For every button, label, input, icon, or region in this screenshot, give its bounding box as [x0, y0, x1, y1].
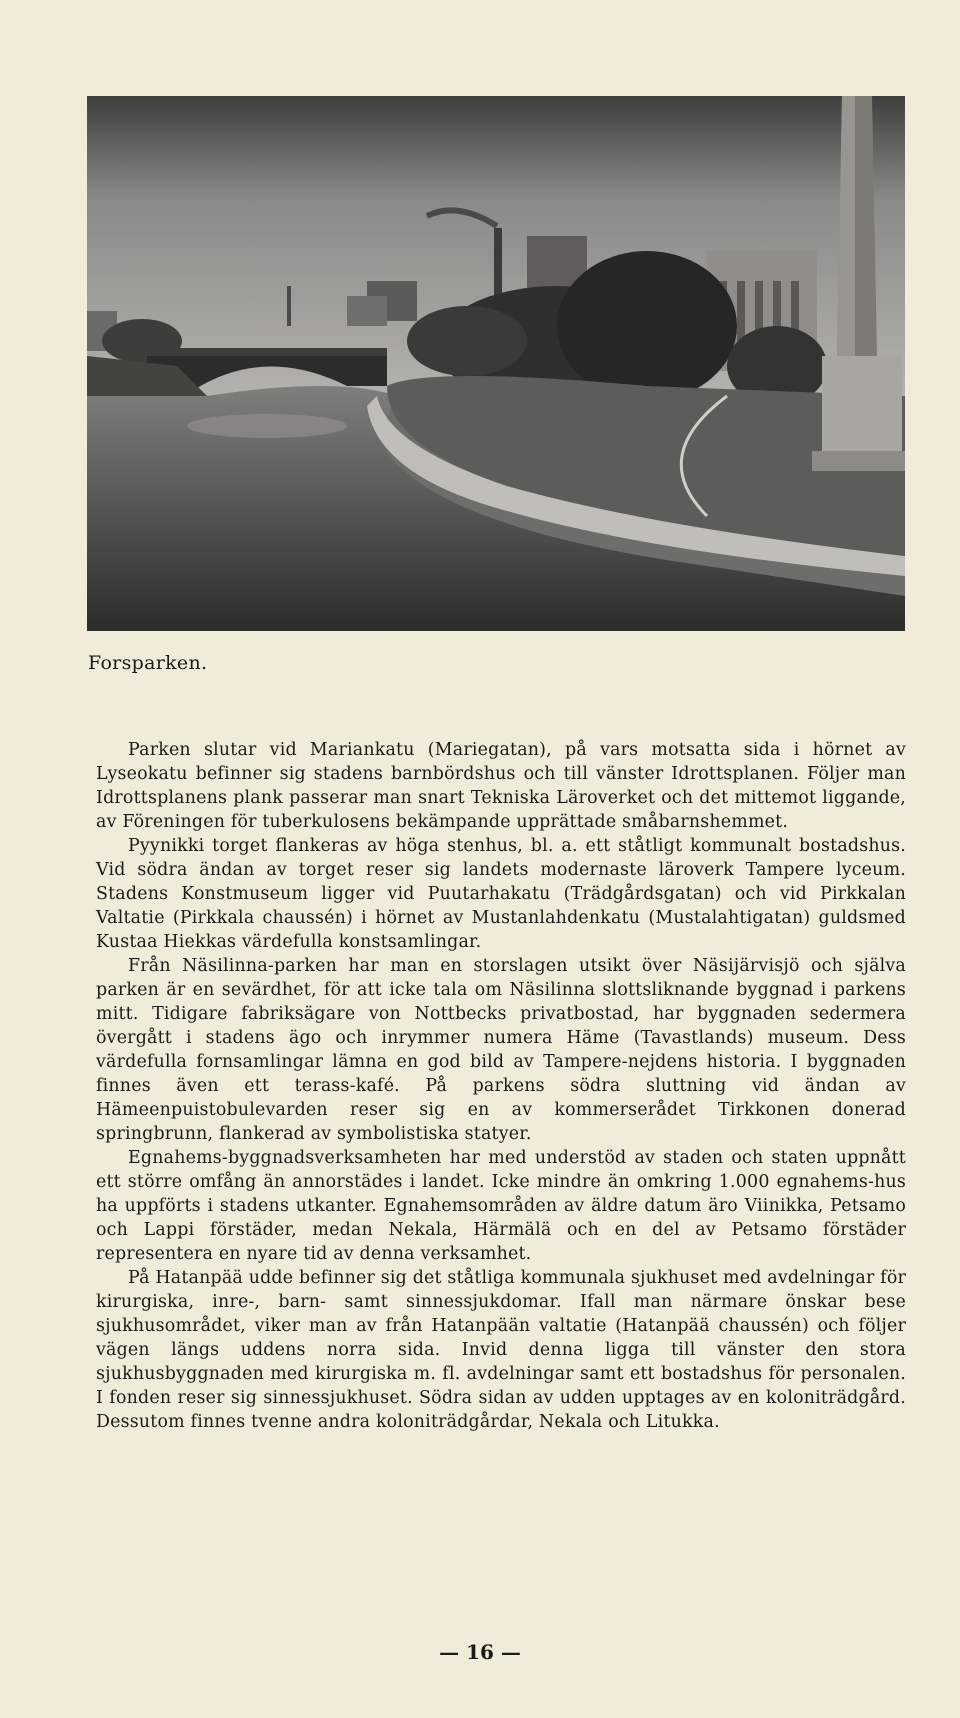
- paragraph-5: På Hatanpää udde befinner sig det ståtliga kommunala sjukhuset med avdelningar för kirurgiska, inre-, barn- samt sinnessjukdomar. Ifall man närmare önskar bese sjukhusområdet, viker man av från Hatanpään valtatie (Hatanpää chaussén) och följer vägen längs uddens norra sida. Invid denna ligga till vänster den stora sjukhusbyggnaden med kirurgiska m. fl. avdelningar samt ett bostadshus för personalen. I fonden reser sig sinnessjukhuset. Södra sidan av udden upptages av en koloniträdgård. Dessutom finnes tvenne andra koloniträdgårdar, Nekala och Litukka.: [96, 1268, 907, 1432]
- photo-caption: Forsparken.: [88, 652, 208, 674]
- article-body: [96, 738, 906, 1434]
- paragraph-2: Pyynikki torget flankeras av höga stenhus, bl. a. ett ståtligt kommunalt bostadshus. Vid södra ändan av torget reser sig landets modernaste läroverk Tampere lyceum. Stadens Konstmuseum ligger vid Puutarhakatu (Trädgårdsgatan) och vid Pirkkalan Valtatie (Pirkkala chaussén) i hörnet av Mustanlahdenkatu (Mustalahtigatan) guldsmed Kustaa Hiekkas värdefulla konstsamlingar.: [96, 836, 906, 952]
- photograph-forsparken-icon: [87, 96, 905, 631]
- paragraph-4: Egnahems-byggnadsverksamheten har med understöd av staden och staten uppnått ett större omfång än annorstädes i landet. Icke mindre än omkring 1.000 egnahems-hus ha uppförts i stadens utkanter. Egnahemsområden av äldre datum äro Viinikka, Petsamo och Lappi förstäder, medan Nekala, Härmälä och en del av Petsamo förstäder representera en nyare tid av denna verksamhet.: [96, 1148, 906, 1264]
- page-number: — 16 —: [439, 1640, 521, 1664]
- paragraph-3: Från Näsilinna-parken har man en storslagen utsikt över Näsijärvisjö och själva parken är en sevärdhet, för att icke tala om Näsilinna slottsliknande byggnad i parkens mitt. Tidigare fabriksägare von Nottbecks privatbostad, har byggnaden sedermera övergått i stadens ägo och inrymmer numera Häme (Tavastlands) museum. Dess värdefulla fornsamlingar lämna en god bild av Tampere-nejdens historia. I byggnaden finnes även ett terass-kafé. På parkens södra sluttning vid ändan av Hämeenpuistobulevarden reser sig en av kommerserådet Tirkkonen donerad springbrunn, flankerad av symbolistiska statyer.: [96, 956, 906, 1144]
- forsparken-photograph: [87, 96, 905, 631]
- paragraph-1: Parken slutar vid Mariankatu (Mariegatan), på vars motsatta sida i hörnet av Lyseokatu befinner sig stadens barnbördshus och till vänster Idrottsplanen. Följer man Idrottsplanens plank passerar man snart Tekniska Läroverket och det mittemot liggande, av Föreningen för tuberkulosens bekämpande upprättade småbarnshemmet.: [96, 740, 906, 832]
